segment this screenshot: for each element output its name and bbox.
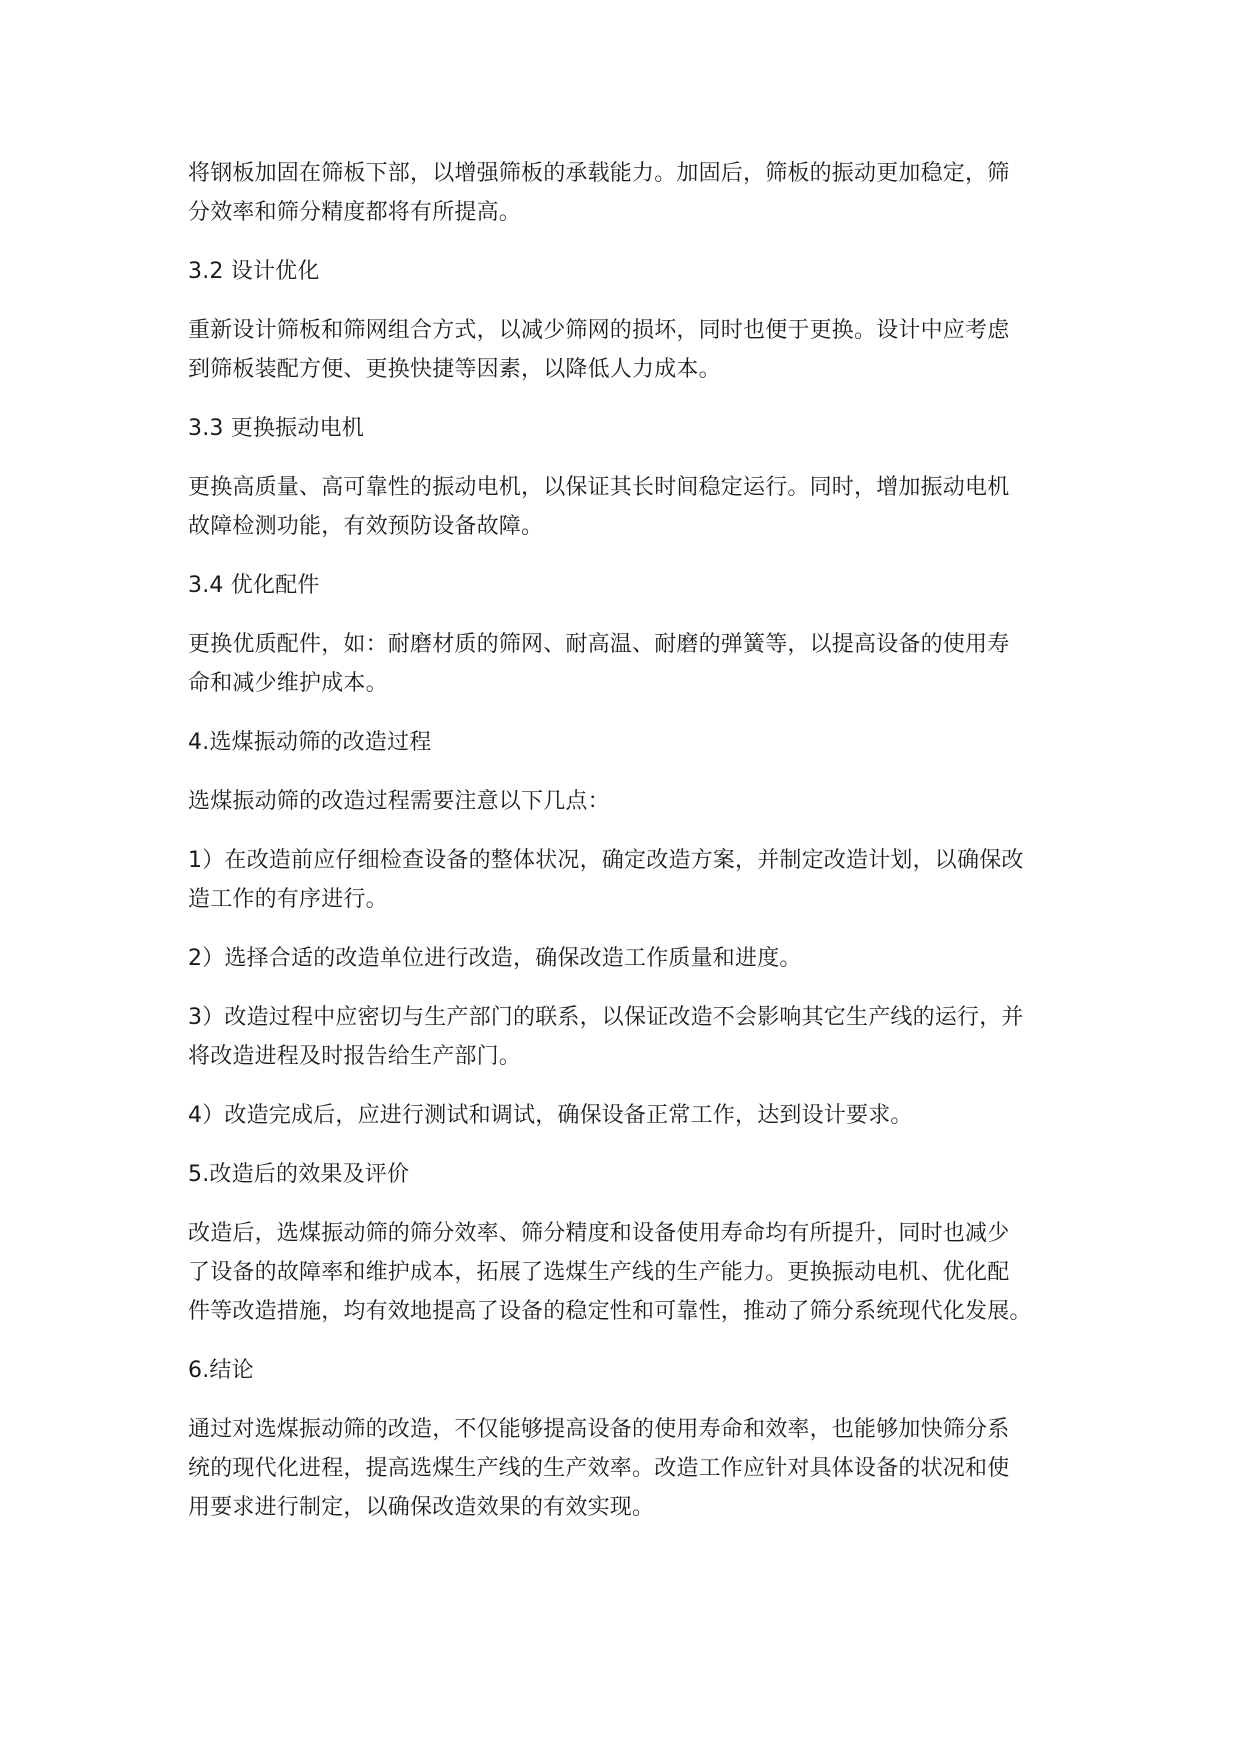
- text-line: 故障检测功能，有效预防设备故障。: [188, 514, 544, 539]
- text-line: 通过对选煤振动筛的改造，不仅能够提高设备的使用寿命和效率，也能够加快筛分系: [188, 1417, 1010, 1442]
- text-line: 选煤振动筛的改造过程需要注意以下几点：: [188, 789, 610, 814]
- heading-text: 6.结论: [188, 1358, 254, 1383]
- paragraph-process-intro: [188, 782, 1078, 821]
- paragraph-replace-motor: [188, 468, 1078, 546]
- text-line: 分效率和筛分精度都将有所提高。: [188, 200, 522, 225]
- section-heading-4: [188, 723, 1078, 762]
- list-item-1: [188, 841, 1078, 919]
- text-line: 4）改造完成后，应进行测试和调试，确保设备正常工作，达到设计要求。: [188, 1103, 913, 1128]
- text-line: 更换高质量、高可靠性的振动电机，以保证其长时间稳定运行。同时，增加振动电机: [188, 475, 1010, 500]
- text-line: 改造后，选煤振动筛的筛分效率、筛分精度和设备使用寿命均有所提升，同时也减少: [188, 1221, 1010, 1246]
- section-heading-5: [188, 1155, 1078, 1194]
- text-line: 造工作的有序进行。: [188, 887, 388, 912]
- text-line: 将改造进程及时报告给生产部门。: [188, 1044, 522, 1069]
- text-line: 了设备的故障率和维护成本，拓展了选煤生产线的生产能力。更换振动电机、优化配: [188, 1260, 1010, 1285]
- text-line: 1）在改造前应仔细检查设备的整体状况，确定改造方案，并制定改造计划，以确保改: [188, 848, 1024, 873]
- list-item-3: [188, 998, 1078, 1076]
- paragraph-design-optimization: [188, 311, 1078, 389]
- paragraph-conclusion: [188, 1410, 1078, 1527]
- text-line: 统的现代化进程，提高选煤生产线的生产效率。改造工作应针对具体设备的状况和使: [188, 1456, 1010, 1481]
- text-line: 重新设计筛板和筛网组合方式，以减少筛网的损坏，同时也便于更换。设计中应考虑: [188, 318, 1010, 343]
- text-line: 件等改造措施，均有效地提高了设备的稳定性和可靠性，推动了筛分系统现代化发展。: [188, 1299, 1032, 1324]
- text-line: 将钢板加固在筛板下部，以增强筛板的承载能力。加固后，筛板的振动更加稳定，筛: [188, 161, 1010, 186]
- paragraph-effect-evaluation: [188, 1214, 1078, 1331]
- heading-text: 5.改造后的效果及评价: [188, 1162, 410, 1187]
- section-heading-3-2: [188, 252, 1078, 291]
- list-item-4: [188, 1096, 1078, 1135]
- section-heading-3-3: [188, 409, 1078, 448]
- section-heading-3-4: [188, 566, 1078, 605]
- paragraph-steel-reinforcement: [188, 154, 1078, 232]
- heading-text: 3.2 设计优化: [188, 259, 320, 284]
- text-line: 用要求进行制定，以确保改造效果的有效实现。: [188, 1495, 655, 1520]
- text-line: 到筛板装配方便、更换快捷等因素，以降低人力成本。: [188, 357, 721, 382]
- heading-text: 4.选煤振动筛的改造过程: [188, 730, 432, 755]
- heading-text: 3.4 优化配件: [188, 573, 320, 598]
- text-line: 更换优质配件，如：耐磨材质的筛网、耐高温、耐磨的弹簧等，以提高设备的使用寿: [188, 632, 1010, 657]
- section-heading-6: [188, 1351, 1078, 1390]
- text-line: 2）选择合适的改造单位进行改造，确保改造工作质量和进度。: [188, 946, 802, 971]
- text-line: 命和减少维护成本。: [188, 671, 388, 696]
- heading-text: 3.3 更换振动电机: [188, 416, 364, 441]
- document-body: [188, 154, 1078, 1547]
- paragraph-optimize-parts: [188, 625, 1078, 703]
- list-item-2: [188, 939, 1078, 978]
- text-line: 3）改造过程中应密切与生产部门的联系，以保证改造不会影响其它生产线的运行，并: [188, 1005, 1024, 1030]
